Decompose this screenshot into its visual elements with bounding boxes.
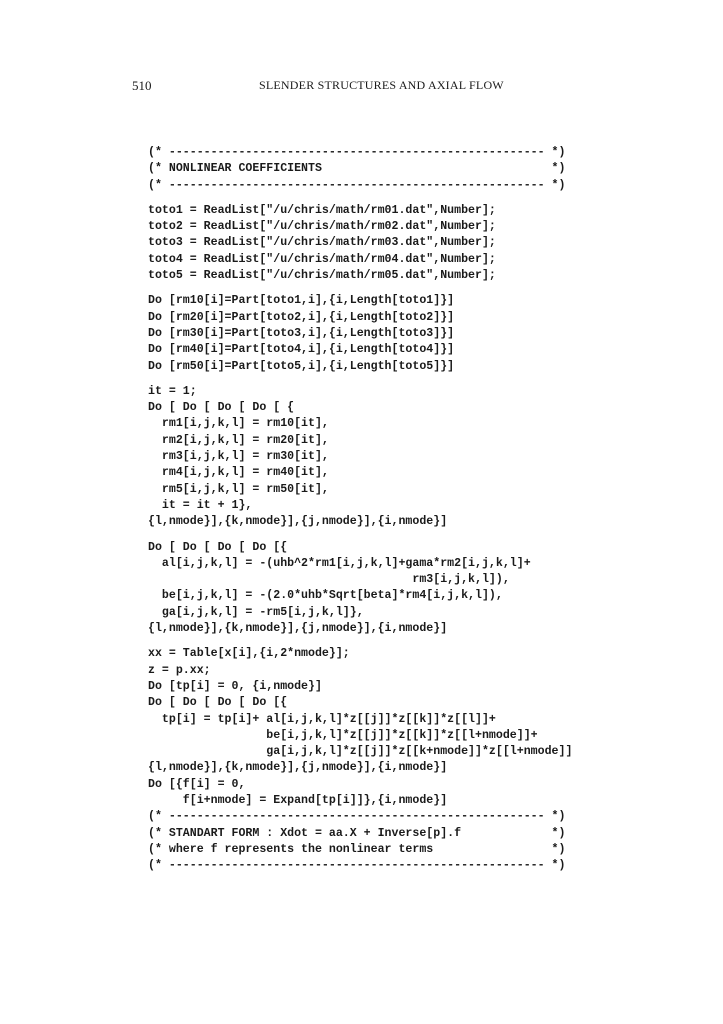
page-number: 510 bbox=[132, 78, 152, 93]
paragraph-gap bbox=[148, 375, 708, 384]
code-line: Do [rm30[i]=Part[toto3,i],{i,Length[toto3]}] bbox=[148, 326, 455, 340]
code-line: (* where f represents the nonlinear terms *) bbox=[148, 842, 566, 856]
code-line: be[i,j,k,l]*z[[j]]*z[[k]]*z[[l+nmode]]+ bbox=[148, 728, 538, 742]
code-line: (* STANDART FORM : Xdot = aa.X + Inverse[p].f *) bbox=[148, 826, 566, 840]
code-line: Do [rm20[i]=Part[toto2,i],{i,Length[toto2]}] bbox=[148, 310, 455, 324]
code-line: (* NONLINEAR COEFFICIENTS *) bbox=[148, 162, 566, 176]
code-line: (* ------------------------------------------------------ *) bbox=[148, 178, 566, 192]
code-listing bbox=[148, 145, 708, 874]
code-line: rm5[i,j,k,l] = rm50[it], bbox=[148, 482, 329, 496]
page-header bbox=[132, 78, 652, 98]
code-line: rm3[i,j,k,l]), bbox=[148, 573, 510, 587]
code-paragraph bbox=[148, 203, 708, 284]
code-line: rm1[i,j,k,l] = rm10[it], bbox=[148, 417, 329, 431]
paragraph-gap bbox=[148, 531, 708, 540]
code-paragraph bbox=[148, 145, 708, 194]
code-line: it = 1; bbox=[148, 384, 197, 398]
paragraph-gap bbox=[148, 194, 708, 203]
code-line: {l,nmode}],{k,nmode}],{j,nmode}],{i,nmode}] bbox=[148, 761, 448, 775]
code-line: toto4 = ReadList["/u/chris/math/rm04.dat",Number]; bbox=[148, 252, 496, 266]
code-line: Do [ Do [ Do [ Do [{ bbox=[148, 696, 288, 710]
code-line: rm2[i,j,k,l] = rm20[it], bbox=[148, 433, 329, 447]
code-line: toto2 = ReadList["/u/chris/math/rm02.dat",Number]; bbox=[148, 220, 496, 234]
code-line: ga[i,j,k,l]*z[[j]]*z[[k+nmode]]*z[[l+nmode]] bbox=[148, 745, 573, 759]
code-paragraph bbox=[148, 293, 708, 374]
code-line: xx = Table[x[i],{i,2*nmode}]; bbox=[148, 647, 350, 661]
code-line: f[i+nmode] = Expand[tp[i]]},{i,nmode}] bbox=[148, 793, 448, 807]
code-line: al[i,j,k,l] = -(uhb^2*rm1[i,j,k,l]+gama*rm2[i,j,k,l]+ bbox=[148, 556, 531, 570]
paragraph-gap bbox=[148, 284, 708, 293]
code-line: {l,nmode}],{k,nmode}],{j,nmode}],{i,nmode}] bbox=[148, 515, 448, 529]
code-line: (* ------------------------------------------------------ *) bbox=[148, 810, 566, 824]
code-line: Do [{f[i] = 0, bbox=[148, 777, 246, 791]
code-line: toto5 = ReadList["/u/chris/math/rm05.dat",Number]; bbox=[148, 269, 496, 283]
code-line: {l,nmode}],{k,nmode}],{j,nmode}],{i,nmode}] bbox=[148, 622, 448, 636]
running-title: SLENDER STRUCTURES AND AXIAL FLOW bbox=[259, 78, 504, 92]
code-line: it = it + 1}, bbox=[148, 498, 253, 512]
code-line: z = p.xx; bbox=[148, 663, 211, 677]
code-line: be[i,j,k,l] = -(2.0*uhb*Sqrt[beta]*rm4[i,j,k,l]), bbox=[148, 589, 503, 603]
code-line: rm3[i,j,k,l] = rm30[it], bbox=[148, 450, 329, 464]
code-line: Do [rm10[i]=Part[toto1,i],{i,Length[toto1]}] bbox=[148, 294, 455, 308]
code-line: (* ------------------------------------------------------ *) bbox=[148, 146, 566, 159]
code-line: rm4[i,j,k,l] = rm40[it], bbox=[148, 466, 329, 480]
code-line: Do [ Do [ Do [ Do [{ bbox=[148, 540, 288, 554]
code-line: toto1 = ReadList["/u/chris/math/rm01.dat",Number]; bbox=[148, 203, 496, 217]
code-line: Do [tp[i] = 0, {i,nmode}] bbox=[148, 679, 322, 693]
code-line: ga[i,j,k,l] = -rm5[i,j,k,l]}, bbox=[148, 605, 364, 619]
code-line: tp[i] = tp[i]+ al[i,j,k,l]*z[[j]]*z[[k]]*z[[l]]+ bbox=[148, 712, 496, 726]
code-paragraph bbox=[148, 646, 708, 874]
code-line: toto3 = ReadList["/u/chris/math/rm03.dat",Number]; bbox=[148, 236, 496, 250]
code-line: Do [ Do [ Do [ Do [ { bbox=[148, 401, 295, 415]
code-line: Do [rm50[i]=Part[toto5,i],{i,Length[toto5]}] bbox=[148, 359, 455, 373]
paragraph-gap bbox=[148, 637, 708, 646]
code-paragraph bbox=[148, 540, 708, 638]
code-line: (* ------------------------------------------------------ *) bbox=[148, 859, 566, 873]
code-line: Do [rm40[i]=Part[toto4,i],{i,Length[toto4]}] bbox=[148, 343, 455, 357]
code-paragraph bbox=[148, 384, 708, 531]
